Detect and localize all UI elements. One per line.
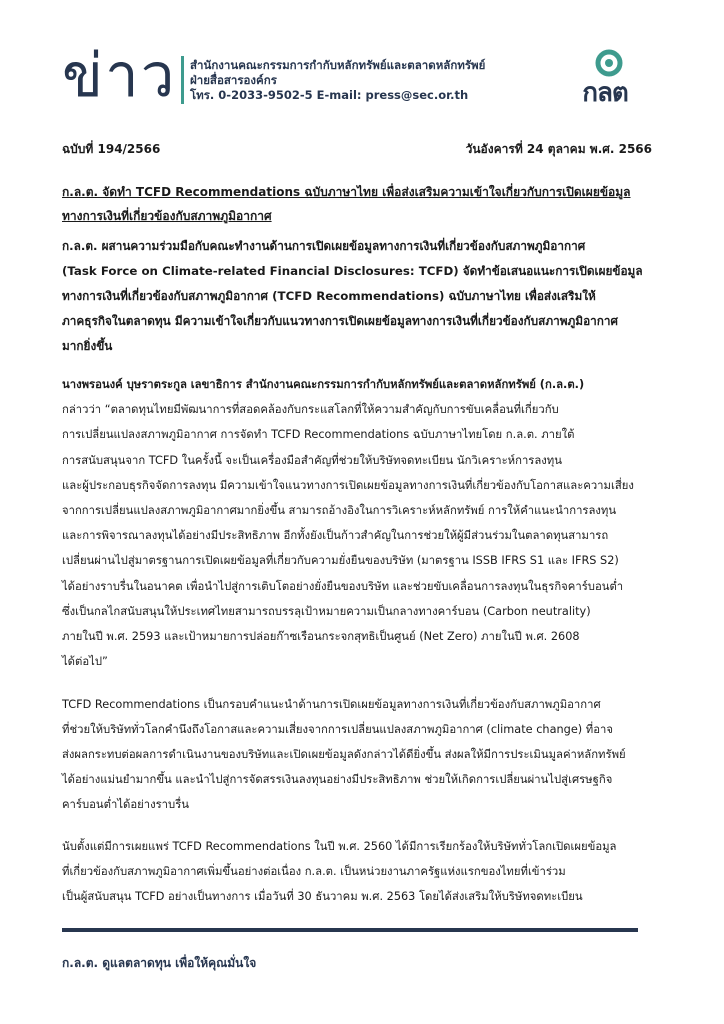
contact-info: โทร. 0-2033-9502-5 E-mail: press@sec.or.th [190, 88, 469, 102]
quote-line: ภายในปี พ.ศ. 2593 และเป้าหมายการปล่อยก๊าซเรือนกระจกสุทธิเป็นศูนย์ (Net Zero) ภายในปี พ.ศ. 2608 [62, 630, 580, 644]
body-line: ที่ช่วยให้บริษัททั่วโลกคำนึงถึงโอกาสและความเสี่ยงจากการเปลี่ยนแปลงสภาพภูมิอากาศ (climate change) ที่อาจ [62, 723, 613, 736]
headline [62, 180, 662, 228]
quote-line: ได้ต่อไป” [62, 655, 108, 669]
quote-line: ได้อย่างราบรื่นในอนาคต เพื่อนำไปสู่การเติบโตอย่างยั่งยืนของบริษัท และช่วยขับเคลื่อนการลงทุนในธุรกิจคาร์บอนต่ำ [62, 579, 624, 593]
lead-paragraph [62, 234, 662, 359]
quote-line: จากการเปลี่ยนแปลงสภาพภูมิอากาศมากยิ่งขึ้น สามารถอ้างอิงในการวิเคราะห์หลักทรัพย์ การให้คำแนะนำการลงทุน [62, 504, 617, 518]
lead-line: ก.ล.ต. ผสานความร่วมมือกับคณะทำงานด้านการเปิดเผยข้อมูลทางการเงินที่เกี่ยวข้องกับสภาพภูมิอากาศ [62, 239, 586, 253]
footer-slogan: ก.ล.ต. ดูแลตลาดทุน เพื่อให้คุณมั่นใจ [62, 956, 257, 970]
body-paragraph-3 [62, 834, 662, 909]
body-paragraph-2 [62, 692, 662, 817]
department: ฝ่ายสื่อสารองค์กร [190, 73, 277, 87]
headline-line: ก.ล.ต. จัดทำ TCFD Recommendations ฉบับภาษาไทย เพื่อส่งเสริมความเข้าใจเกี่ยวกับการเปิดเผยข้อมูล [62, 185, 631, 199]
issue-number: ฉบับที่ 194/2566 [62, 142, 161, 156]
quote-line: กล่าวว่า “ตลาดทุนไทยมีพัฒนาการที่สอดคล้องกับกระแสโลกที่ให้ความสำคัญกับการขับเคลื่อนที่เกี่ยวกับ [62, 403, 559, 417]
sec-logo [572, 48, 638, 116]
body-line: TCFD Recommendations เป็นกรอบคำแนะนำด้านการเปิดเผยข้อมูลทางการเงินที่เกี่ยวข้องกับสภาพภูมิอากาศ [62, 698, 601, 711]
lead-line: ภาคธุรกิจในตลาดทุน มีความเข้าใจเกี่ยวกับแนวทางการเปิดเผยข้อมูลทางการเงินที่เกี่ยวข้องกับสภาพภูมิอากาศ [62, 314, 619, 328]
lead-line: ทางการเงินที่เกี่ยวข้องกับสภาพภูมิอากาศ (TCFD Recommendations) ฉบับภาษาไทย เพื่อส่งเสริมให้ [62, 289, 596, 303]
body-line: คาร์บอนต่ำได้อย่างราบรื่น [62, 798, 189, 811]
quote-line: ซึ่งเป็นกลไกสนับสนุนให้ประเทศไทยสามารถบรรลุเป้าหมายความเป็นกลางทางคาร์บอน (Carbon neutrality) [62, 604, 591, 618]
lead-line: มากยิ่งขึ้น [62, 339, 113, 353]
news-title: ข่าว [62, 41, 177, 111]
quote-line: และการพิจารณาลงทุนได้อย่างมีประสิทธิภาพ อีกทั้งยังเป็นก้าวสำคัญในการช่วยให้ผู้มีส่วนร่วมในตลาดทุนสามารถ [62, 529, 609, 543]
body-line: ที่เกี่ยวข้องกับสภาพภูมิอากาศเพิ่มขึ้นอย่างต่อเนื่อง ก.ล.ต. เป็นหน่วยงานภาครัฐแห่งแรกของไทยที่เข้าร่วม [62, 865, 566, 878]
header-divider [181, 56, 184, 104]
body-line: ส่งผลกระทบต่อผลการดำเนินงานของบริษัทและเปิดเผยข้อมูลดังกล่าวได้ดียิ่งขึ้น ส่งผลให้มีการประเมินมูลค่าหลักทรัพย์ [62, 748, 626, 761]
quote-line: และผู้ประกอบธุรกิจจัดการลงทุน มีความเข้าใจแนวทางการเปิดเผยข้อมูลทางการเงินที่เกี่ยวข้องกับโอกาสและความเสี่ยง [62, 478, 634, 492]
sec-logo-icon [594, 48, 624, 78]
lead-line: (Task Force on Climate-related Financial Disclosures: TCFD) จัดทำข้อเสนอแนะการเปิดเผยข้อมูล [62, 264, 643, 278]
body-line: เป็นผู้สนับสนุน TCFD อย่างเป็นทางการ เมื่อวันที่ 30 ธันวาคม พ.ศ. 2563 โดยได้ส่งเสริมให้บริษัทจดทะเบียน [62, 890, 583, 903]
body-line: นับตั้งแต่มีการเผยแพร่ TCFD Recommendations ในปี พ.ศ. 2560 ได้มีการเรียกร้องให้บริษัททั่วโลกเปิดเผยข้อมูล [62, 840, 617, 853]
quote-line: การสนับสนุนจาก TCFD ในครั้งนี้ จะเป็นเครื่องมือสำคัญที่ช่วยให้บริษัทจดทะเบียน นักวิเคราะห์การลงทุน [62, 453, 562, 467]
body-line: ได้อย่างแม่นยำมากขึ้น และนำไปสู่การจัดสรรเงินลงทุนอย่างมีประสิทธิภาพ ช่วยให้เกิดการเปลี่ยนผ่านไปสู่เศรษฐกิจ [62, 773, 613, 786]
quote-line: การเปลี่ยนแปลงสภาพภูมิอากาศ การจัดทำ TCFD Recommendations ฉบับภาษาไทยโดย ก.ล.ต. ภายใต้ [62, 428, 575, 442]
headline-line: ทางการเงินที่เกี่ยวข้องกับสภาพภูมิอากาศ [62, 209, 272, 223]
quote-paragraph [62, 372, 662, 674]
release-date: วันอังคารที่ 24 ตุลาคม พ.ศ. 2566 [465, 142, 652, 156]
quote-line: เปลี่ยนผ่านไปสู่มาตรฐานการเปิดเผยข้อมูลที่เกี่ยวกับความยั่งยืนของบริษัท (มาตรฐาน ISSB IFRS S1 และ IFRS S2) [62, 554, 619, 568]
logo-text: กลต [582, 78, 628, 108]
footer-divider [62, 928, 638, 932]
speaker-line: นางพรอนงค์ บุษราตระกูล เลขาธิการ สำนักงานคณะกรรมการกำกับหลักทรัพย์และตลาดหลักทรัพย์ (ก.ล.ต.) [62, 378, 585, 391]
org-block [190, 58, 485, 103]
org-name: สำนักงานคณะกรรมการกำกับหลักทรัพย์และตลาดหลักทรัพย์ [190, 58, 486, 72]
